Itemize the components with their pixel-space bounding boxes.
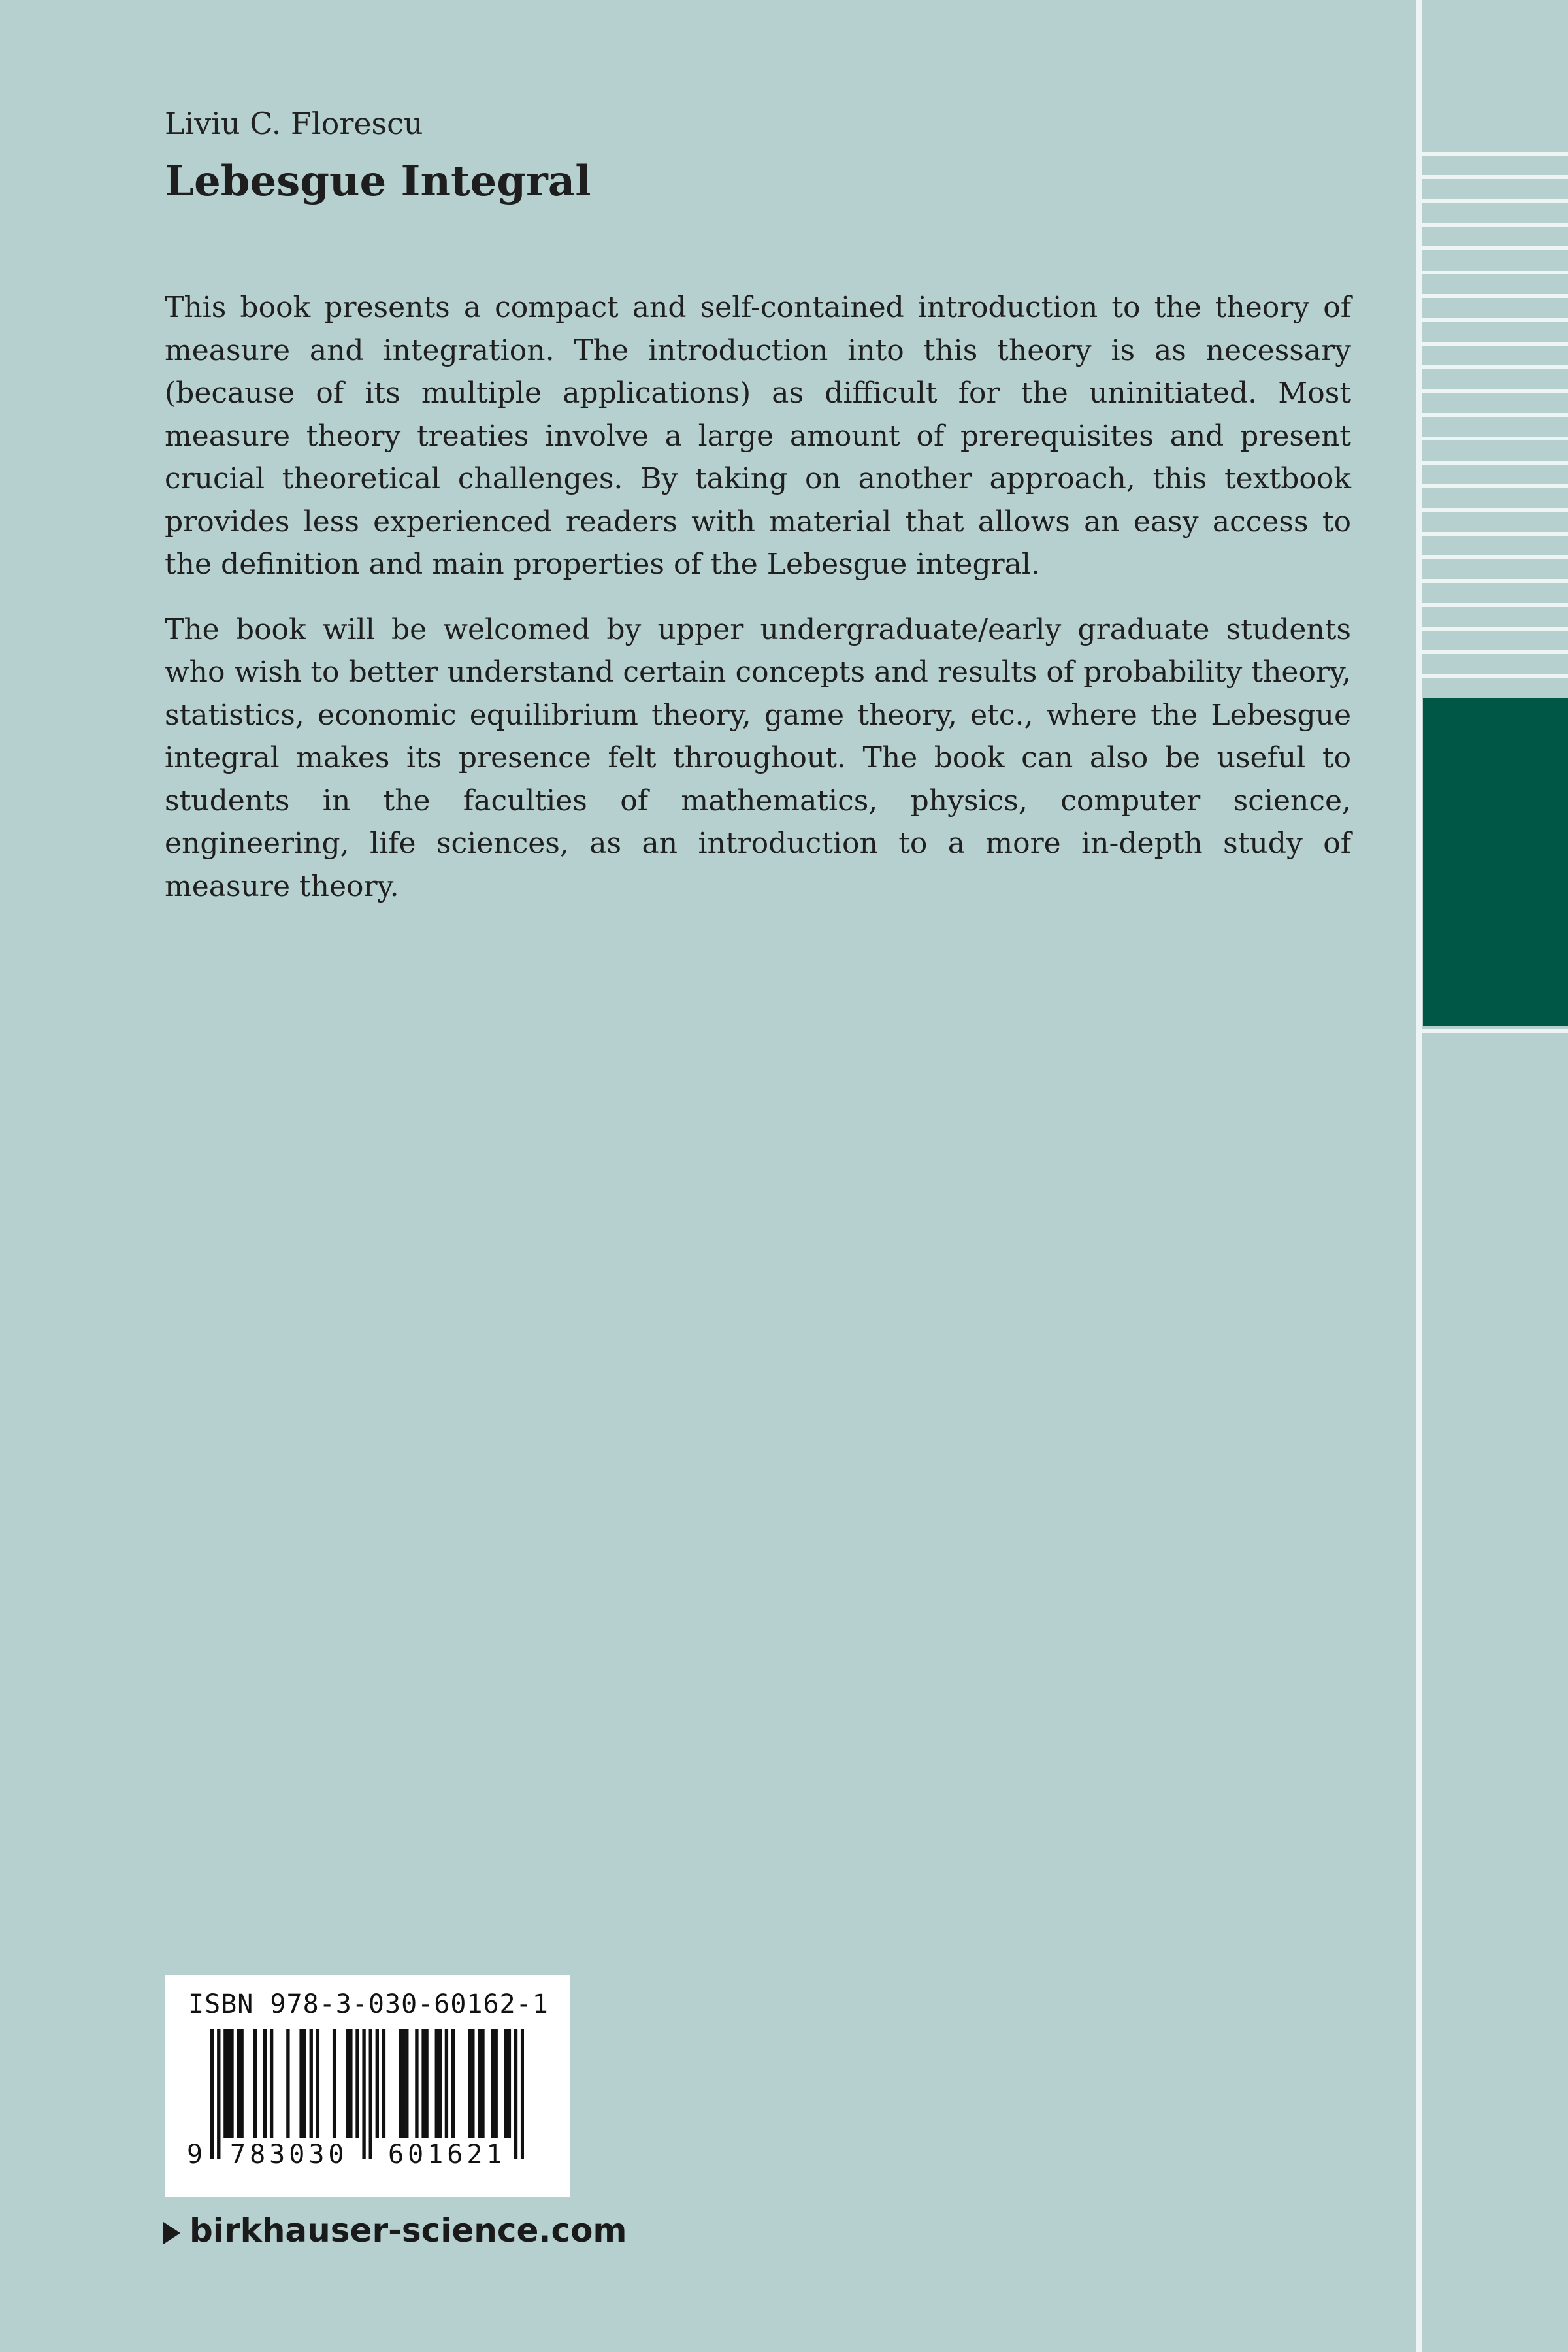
- side-stripe: [1422, 461, 1568, 465]
- side-stripe: [1422, 271, 1568, 274]
- isbn-barcode: [165, 1975, 570, 2197]
- barcode-bar: [349, 2029, 352, 2138]
- barcode-bar: [355, 2029, 359, 2138]
- barcode-bar: [310, 2029, 313, 2138]
- barcode-bar: [471, 2029, 474, 2138]
- barcode-bar: [263, 2029, 267, 2138]
- side-stripes: [1422, 152, 1568, 698]
- barcode-bar: [415, 2029, 418, 2138]
- side-stripe: [1422, 294, 1568, 298]
- barcode-bar: [237, 2029, 240, 2138]
- barcode-bar: [514, 2029, 517, 2159]
- author-name: Liviu C. Florescu: [165, 106, 423, 141]
- side-stripe: [1422, 532, 1568, 536]
- book-description: [165, 286, 1351, 930]
- barcode-bar: [230, 2029, 233, 2138]
- barcode-bar: [508, 2029, 511, 2138]
- side-stripe: [1422, 627, 1568, 631]
- barcode-bar: [478, 2029, 481, 2138]
- barcode-bar: [333, 2029, 336, 2138]
- spine-divider: [1416, 0, 1422, 2352]
- barcode-bar: [253, 2029, 257, 2138]
- barcode-bar: [302, 2029, 306, 2138]
- side-stripe: [1422, 318, 1568, 322]
- side-stripe: [1422, 342, 1568, 346]
- barcode-bar: [435, 2029, 438, 2138]
- barcode-bar: [402, 2029, 405, 2138]
- side-stripe: [1422, 508, 1568, 512]
- accent-green-block: [1423, 698, 1568, 1026]
- barcode-bar: [495, 2029, 498, 2138]
- isbn-label: ISBN 978-3-030-60162-1: [188, 1989, 549, 2019]
- barcode-bar: [223, 2029, 227, 2138]
- barcode-bar: [521, 2029, 524, 2159]
- barcode-bar: [504, 2029, 508, 2138]
- triangle-right-icon: [163, 2222, 180, 2244]
- barcode-bar: [468, 2029, 471, 2138]
- barcode-left-digits: 783030: [230, 2140, 348, 2170]
- barcode-bar: [451, 2029, 455, 2138]
- barcode-bar: [316, 2029, 319, 2138]
- barcode-first-digit: 9: [187, 2140, 203, 2170]
- barcode-bar: [369, 2029, 372, 2159]
- barcode-bar: [425, 2029, 428, 2138]
- side-stripe: [1422, 223, 1568, 227]
- barcode-bar: [240, 2029, 243, 2138]
- publisher-link[interactable]: [163, 2209, 627, 2252]
- barcode-bar: [270, 2029, 273, 2138]
- barcode-bar: [299, 2029, 302, 2138]
- side-stripe: [1422, 579, 1568, 583]
- barcode-bar: [421, 2029, 425, 2138]
- barcode-bar: [405, 2029, 408, 2138]
- barcode-bar: [445, 2029, 448, 2138]
- side-stripe: [1422, 246, 1568, 250]
- barcode-bar: [227, 2029, 230, 2138]
- accent-line: [1422, 1029, 1568, 1033]
- side-stripe: [1422, 674, 1568, 678]
- side-stripe: [1422, 365, 1568, 369]
- side-stripe: [1422, 650, 1568, 654]
- barcode-bar: [362, 2029, 365, 2159]
- side-stripe: [1422, 555, 1568, 559]
- barcode-bar: [346, 2029, 349, 2138]
- side-stripe: [1422, 175, 1568, 179]
- barcode-bar: [438, 2029, 442, 2138]
- side-stripe: [1422, 484, 1568, 488]
- barcode-bar: [217, 2029, 220, 2159]
- side-stripe: [1422, 437, 1568, 440]
- barcode-right-digits: 601621: [388, 2140, 506, 2170]
- publisher-url: birkhauser-science.com: [189, 2211, 627, 2249]
- barcode-bar: [491, 2029, 494, 2138]
- description-paragraph: This book presents a compact and self-contained introduction to the theory of measure and integration. The introduction into this theory is as necessary (because of its multiple applications) as difficult for the uninitiated. Most measure theory treaties involve a large amount of prerequisites and present crucial theoretical challenges. By taking on another approach, this textbook provides less experienced readers with material that allows an easy access to the definition and main properties of the Lebesgue integral.: [165, 291, 1351, 581]
- description-paragraph: The book will be welcomed by upper undergraduate/early graduate students who wish to better understand certain concepts and results of probability theory, statistics, economic equilibrium theory, game theory, etc., where the Lebesgue integral makes its presence felt throughout. The book can also be useful to students in the faculties of mathematics, physics, computer science, engineering, life sciences, as an introduction to a more in-depth study of measure theory.: [165, 612, 1351, 903]
- side-stripe: [1422, 413, 1568, 417]
- barcode-bar: [481, 2029, 484, 2138]
- side-stripe: [1422, 389, 1568, 393]
- side-stripe: [1422, 603, 1568, 607]
- barcode-bar: [382, 2029, 385, 2138]
- barcode-bar: [210, 2029, 214, 2159]
- barcode-bar: [286, 2029, 289, 2138]
- barcode-bar: [399, 2029, 402, 2138]
- barcode-bar: [376, 2029, 379, 2138]
- side-stripe: [1422, 199, 1568, 203]
- book-title: Lebesgue Integral: [165, 157, 591, 206]
- side-stripe: [1422, 152, 1568, 156]
